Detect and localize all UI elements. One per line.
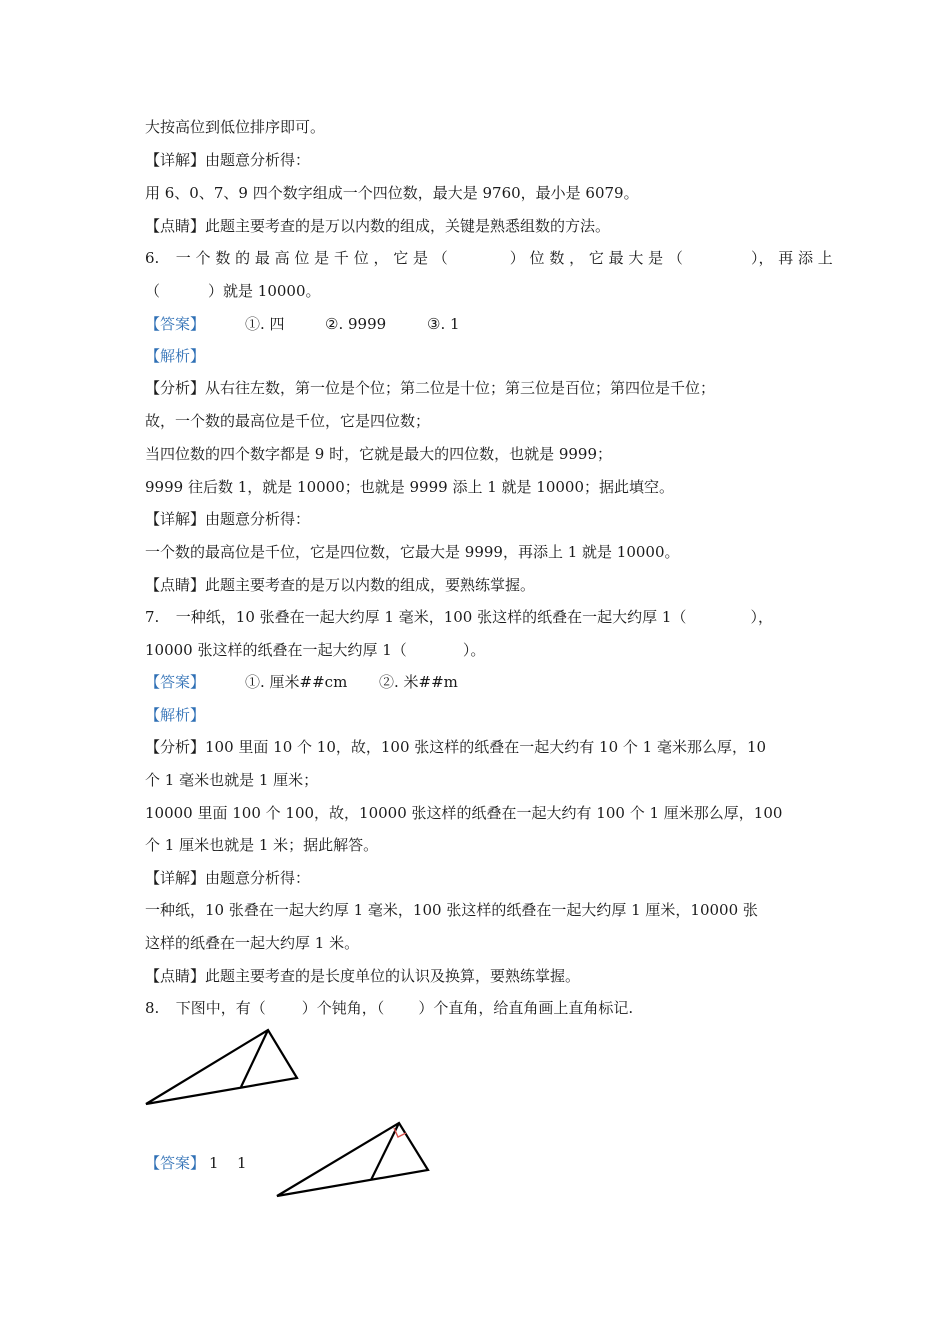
point-tag: 【点睛】 <box>145 217 206 235</box>
answer-item: ②. 米##m <box>379 673 458 691</box>
analysis-text: 100 里面 10 个 10，故，100 张这样的纸叠在一起大约有 10 个 1 毫米那么厚，10 <box>205 738 767 756</box>
text-line: 用 6、0、7、9 四个数字组成一个四位数，最大是 9760，最小是 6079。 <box>145 184 639 202</box>
question-number: 8. <box>145 999 160 1017</box>
question-number: 6. <box>145 249 160 267</box>
point-text: 此题主要考查的是万以内数的组成，要熟练掌握。 <box>205 576 536 594</box>
q7-text-d: ）。 <box>462 641 486 659</box>
answer-item: ②. 9999 <box>325 315 387 333</box>
q7-stem-2 <box>145 640 485 660</box>
q6-stem <box>145 248 833 268</box>
detail-text: 由题意分析得： <box>205 510 311 528</box>
text-line: 个 1 厘米也就是 1 米；据此解答。 <box>145 836 379 854</box>
text-line: 故，一个数的最高位是千位，它是四位数； <box>145 412 431 430</box>
point-tag: 【点睛】 <box>145 967 206 985</box>
answer-item: ①. 四 <box>245 315 285 333</box>
q7-text-c: 10000 张这样的纸叠在一起大约厚 1（ <box>145 641 407 659</box>
point-text: 此题主要考查的是长度单位的认识及换算，要熟练掌握。 <box>205 967 581 985</box>
text-line: 这样的纸叠在一起大约厚 1 米。 <box>145 934 360 952</box>
answer-item: 1 <box>209 1154 219 1172</box>
point-text: 此题主要考查的是万以内数的组成，关键是熟悉组数的方法。 <box>205 217 611 235</box>
point-line <box>145 216 610 236</box>
right-angle-mark <box>394 1128 406 1137</box>
detail-tag: 【详解】 <box>145 869 206 887</box>
jiexi-tag: 【解析】 <box>145 706 206 724</box>
analysis-tag: 【分析】 <box>145 738 206 756</box>
triangle-height-line <box>241 1030 268 1087</box>
question-number: 7. <box>145 608 160 626</box>
text-line: 10000 里面 100 个 100，故，10000 张这样的纸叠在一起大约有 100 个 1 厘米那么厚，100 <box>145 804 783 822</box>
text-line: 一种纸，10 张叠在一起大约厚 1 毫米，100 张这样的纸叠在一起大约厚 1 厘米，10000 张 <box>145 901 758 919</box>
answer-tag: 【答案】 <box>145 315 206 333</box>
point-line <box>145 966 580 986</box>
answer-item: ③. 1 <box>427 315 460 333</box>
q6-text-c: ）， 再 添 上 <box>750 249 833 267</box>
q7-stem <box>145 607 773 627</box>
q6-text-d: （ <box>145 282 161 300</box>
text-line: 当四位数的四个数字都是 9 时，它就是最大的四位数，也就是 9999； <box>145 445 613 463</box>
q6-text-a: 一 个 数 的 最 高 位 是 千 位 ， 它 是 （ <box>175 249 448 267</box>
detail-tag: 【详解】 <box>145 510 206 528</box>
q7-text-b: ）， <box>750 608 773 626</box>
q7-text-a: 一种纸，10 张叠在一起大约厚 1 毫米，100 张这样的纸叠在一起大约厚 1（ <box>175 608 687 626</box>
q6-stem-2 <box>145 281 321 301</box>
triangle-question <box>146 1030 297 1104</box>
detail-line <box>145 509 310 529</box>
point-tag: 【点睛】 <box>145 576 206 594</box>
answer-item: 1 <box>237 1154 247 1172</box>
q8-text-c: ）个直角，给直角画上直角标记. <box>418 999 634 1017</box>
q8-answer <box>145 1153 247 1173</box>
detail-tag: 【详解】 <box>145 151 206 169</box>
detail-line <box>145 868 310 888</box>
text-line: 个 1 毫米也就是 1 厘米； <box>145 771 319 789</box>
detail-line <box>145 150 310 170</box>
triangle-answer <box>277 1123 428 1196</box>
answer-item: ①. 厘米##cm <box>245 673 348 691</box>
text-line: 9999 往后数 1，就是 10000；也就是 9999 添上 1 就是 10000；据此填空。 <box>145 478 675 496</box>
text-line: 一个数的最高位是千位，它是四位数，它最大是 9999，再添上 1 就是 10000。 <box>145 543 680 561</box>
triangle-answer-height-line <box>371 1123 399 1180</box>
answer-tag: 【答案】 <box>145 1154 206 1172</box>
text-line: 大按高位到低位排序即可。 <box>145 118 326 136</box>
q6-text-e: ）就是 10000。 <box>208 282 321 300</box>
detail-text: 由题意分析得： <box>205 869 311 887</box>
detail-text: 由题意分析得： <box>205 151 311 169</box>
analysis-line <box>145 737 766 757</box>
q7-answer <box>145 672 458 692</box>
point-line <box>145 575 535 595</box>
q8-text-b: ）个钝角，（ <box>301 999 385 1017</box>
q6-answer <box>145 314 460 334</box>
analysis-line <box>145 378 715 398</box>
analysis-tag: 【分析】 <box>145 379 206 397</box>
answer-tag: 【答案】 <box>145 673 206 691</box>
q8-stem <box>145 998 633 1018</box>
analysis-text: 从右往左数，第一位是个位；第二位是十位；第三位是百位；第四位是千位； <box>205 379 716 397</box>
q6-text-b: ） 位 数 ， 它 最 大 是 （ <box>509 249 683 267</box>
jiexi-tag: 【解析】 <box>145 347 206 365</box>
q8-text-a: 下图中，有（ <box>175 999 266 1017</box>
